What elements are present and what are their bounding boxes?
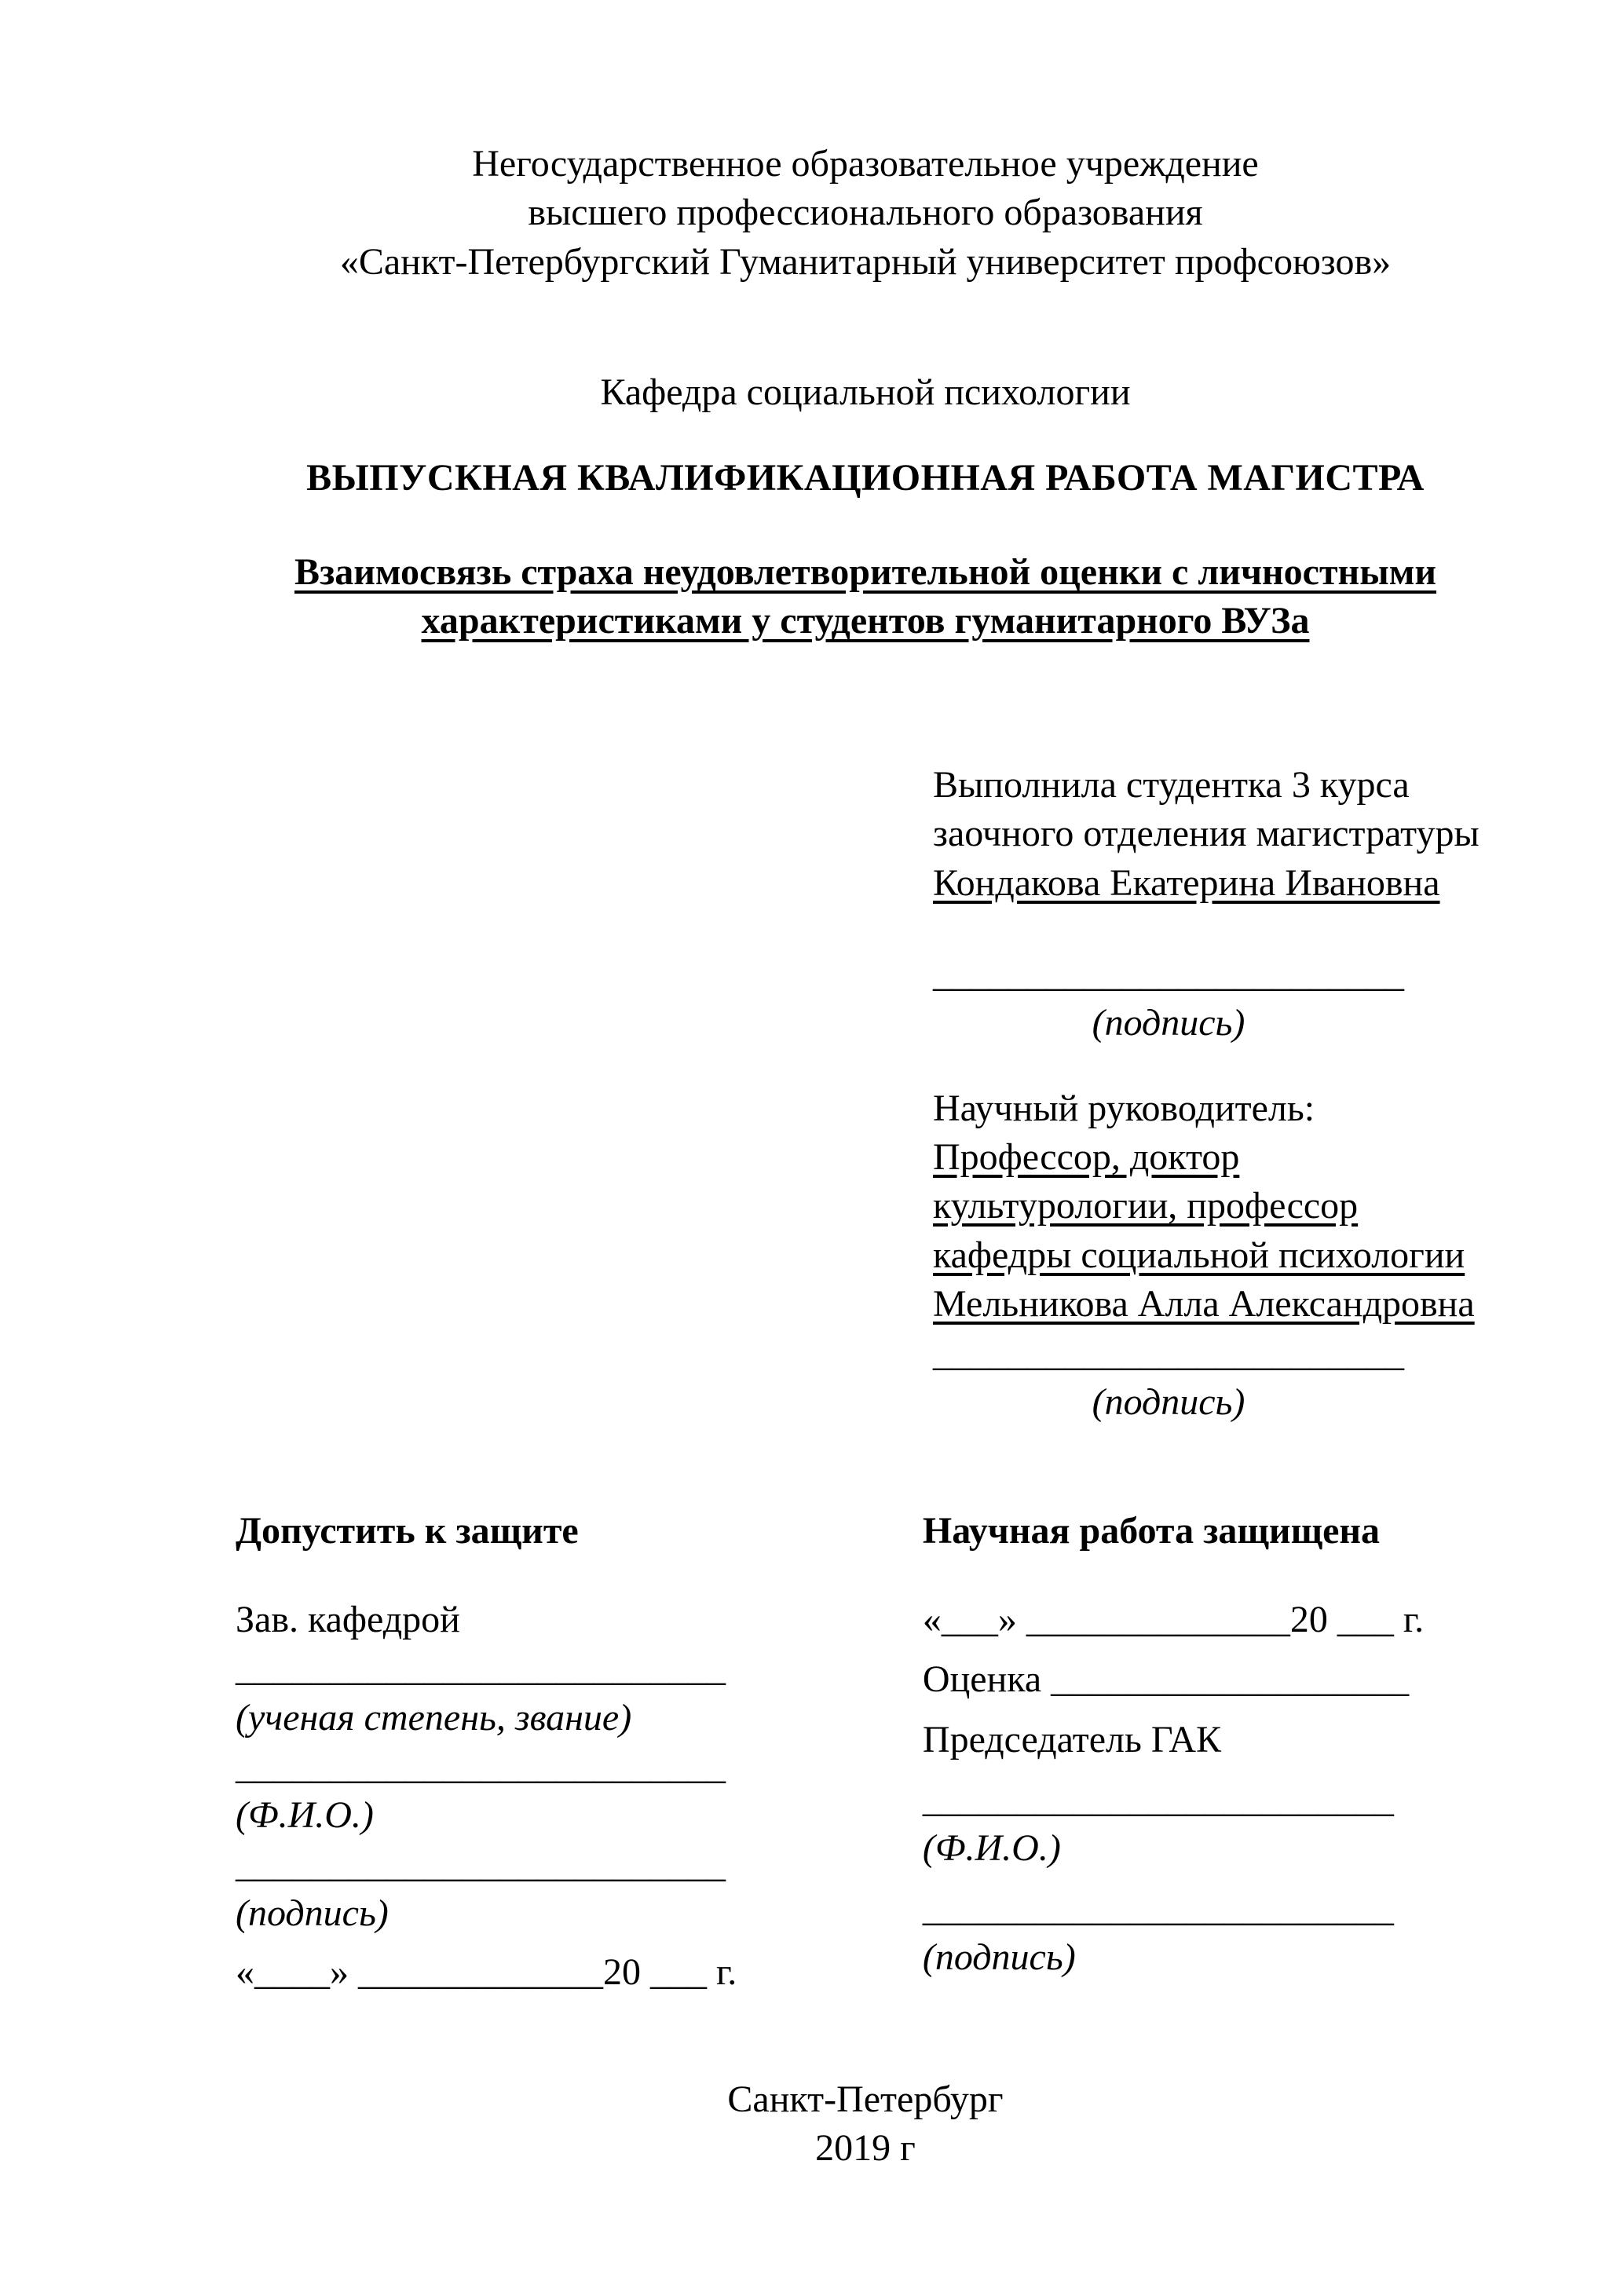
advisor-label: Научный руководитель: <box>933 1087 1315 1129</box>
advisor-signature-caption: (подпись) <box>1092 1381 1245 1424</box>
defense-date-line: «___» ______________20 ___ г. <box>922 1598 1425 1640</box>
advisor-signature-line: _________________________ <box>933 1332 1404 1374</box>
admission-date-line: «____» _____________20 ___ г. <box>236 1951 737 1993</box>
advisor-line-3: кафедры социальной психологии <box>933 1234 1465 1276</box>
defense-chairman-label: Председатель ГАК <box>922 1718 1222 1760</box>
admission-blank-line-1: __________________________ <box>236 1647 726 1690</box>
advisor-line-2: культурологии, профессор <box>933 1185 1359 1227</box>
defense-blank-line-2: _________________________ <box>922 1887 1394 1929</box>
defense-heading: Научная работа защищена <box>922 1510 1381 1552</box>
student-line-2: заочного отделения магистратуры <box>933 813 1480 855</box>
institution-line-2: высшего профессионального образования <box>528 192 1203 234</box>
thesis-title <box>236 548 1495 646</box>
footer <box>236 2075 1495 2174</box>
department-name: Кафедра социальной психологии <box>600 371 1131 414</box>
defense-caption-signature: (подпись) <box>922 1936 1076 1979</box>
defense-caption-name: (Ф.И.О.) <box>922 1827 1061 1870</box>
admission-heading: Допустить к защите <box>236 1510 579 1552</box>
institution-line-1: Негосударственное образовательное учреждение <box>472 143 1259 185</box>
thesis-title-line-1: Взаимосвязь страха неудовлетворительной оценки с личностными <box>294 550 1437 593</box>
footer-city: Санкт-Петербург <box>727 2078 1004 2120</box>
defense-blank-line-1: _________________________ <box>922 1778 1394 1820</box>
admission-caption-name: (Ф.И.О.) <box>236 1794 374 1837</box>
admission-blank-line-2: __________________________ <box>236 1745 726 1787</box>
student-line-1: Выполнила студентка 3 курса <box>933 763 1410 806</box>
author-advisor-block <box>933 761 1514 1428</box>
advisor-signature-group <box>933 1329 1404 1428</box>
institution-header <box>236 140 1495 287</box>
admission-head-label: Зав. кафедрой <box>236 1598 460 1640</box>
advisor-line-1: Профессор, доктор <box>933 1136 1240 1179</box>
student-name: Кондакова Екатерина Ивановна <box>933 861 1440 904</box>
approval-section <box>236 1507 1495 1997</box>
admission-column <box>236 1507 923 1997</box>
institution-line-3: «Санкт-Петербургский Гуманитарный университет профсоюзов» <box>339 240 1392 283</box>
student-block <box>933 761 1514 1048</box>
footer-year: 2019 г <box>815 2127 916 2170</box>
student-signature-group <box>933 950 1404 1048</box>
thesis-title-line-2: характеристиками у студентов гуманитарного ВУЗа <box>421 600 1310 642</box>
admission-blank-line-3: __________________________ <box>236 1843 726 1885</box>
advisor-block <box>933 1084 1514 1428</box>
admission-caption-degree: (ученая степень, звание) <box>236 1696 632 1738</box>
work-type-heading: ВЫПУСКНАЯ КВАЛИФИКАЦИОННАЯ РАБОТА МАГИСТРА <box>306 456 1425 499</box>
student-signature-line: _________________________ <box>933 952 1404 995</box>
student-signature-caption: (подпись) <box>1092 1002 1245 1044</box>
admission-caption-signature: (подпись) <box>236 1892 389 1935</box>
defense-grade-line: Оценка ___________________ <box>922 1658 1410 1701</box>
defense-column <box>923 1507 1495 1997</box>
advisor-name: Мельникова Алла Александровна <box>933 1283 1475 1325</box>
